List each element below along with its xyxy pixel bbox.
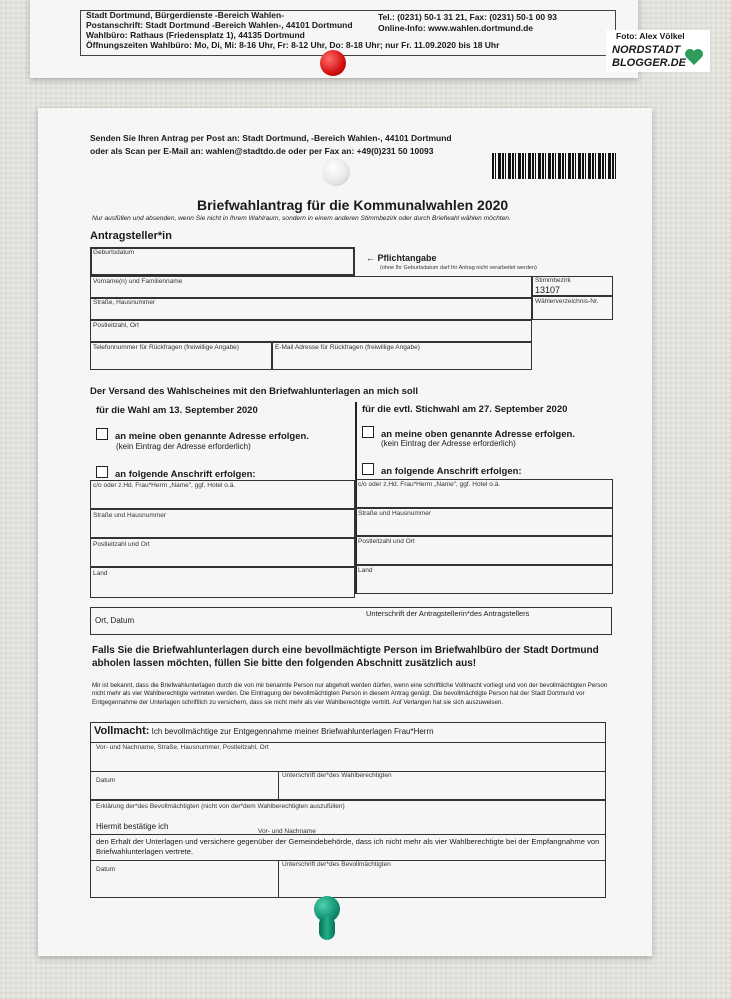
name-label: Vorname(n) und Familienname <box>93 278 183 285</box>
street-field[interactable] <box>90 298 532 320</box>
form-title: Briefwahlantrag für die Kommunalwahlen 2020 <box>197 197 509 213</box>
col2-country-field[interactable] <box>355 565 613 594</box>
birthdate-label: Geburtsdatum <box>93 249 135 256</box>
proxy-name-addr-label: Vor- und Nachname, Straße, Hausnummer, Postleitzahl, Ort <box>96 744 269 751</box>
col1-other-address-label: an folgende Anschrift erfolgen: <box>115 469 256 480</box>
confirm-text2: den Erhalt der Unterlagen und versichere gegenüber der Gemeindebehörde, dass ich nicht mehr als vier Wahlberechtigte bei der Empfangnahme von Briefwahlunterlagen vertrete. <box>96 837 600 856</box>
col1-own-note: (kein Eintrag der Adresse erforderlich) <box>116 442 251 451</box>
col1-heading: für die Wahl am 13. September 2020 <box>96 405 258 416</box>
district-label: Stimmbezirk <box>535 277 571 284</box>
vollmacht-rule1 <box>90 742 606 743</box>
col2-heading: für die evtl. Stichwahl am 27. September 2020 <box>362 404 568 415</box>
col2-other-address-option[interactable] <box>362 463 522 477</box>
declaration-label: Erklärung der*des Bevollmächtigten (nicht von der*dem Wahlberechtigten auszufüllen) <box>96 803 345 810</box>
red-pin-icon <box>320 50 346 76</box>
col2-country-label: Land <box>358 567 373 574</box>
col1-street-label: Straße und Hausnummer <box>93 512 166 519</box>
col2-own-note: (kein Eintrag der Adresse erforderlich) <box>381 439 516 448</box>
vollmacht-date-label: Datum <box>96 777 116 784</box>
col1-zip-label: Postleitzahl und Ort <box>93 541 150 548</box>
logo-line1: NORDSTADT <box>612 44 681 56</box>
col2-other-address-checkbox[interactable] <box>362 463 374 475</box>
col1-own-address-option[interactable] <box>96 428 309 442</box>
vollmacht-line <box>94 725 434 737</box>
col1-country-field[interactable] <box>90 567 355 598</box>
white-pin-icon <box>322 158 350 186</box>
proxy-text: Mir ist bekannt, dass die Briefwahlunterlagen durch die von mir benannte Person nur abgeholt werden dürfen, wenn eine schriftliche Vollmacht vorliegt und von der bevollmächtigten Person nicht mehr als vier Wahlberechtigte vertreten werden. Die Eintragung der bevollmächtigten Person in diesem Antrag genügt. Die bevollmächtigte Person hat der Stadt Dortmund vor Entgegennahme der Unterlagen schriftlich zu versichern, dass sie nicht mehr als vier Wahlberechtigte vertritt. Auf Verlangen hat sie sich auszuweisen. <box>92 682 608 706</box>
green-pin-icon <box>312 896 342 942</box>
top-line3-left: Wahlbüro: Rathaus (Friedensplatz 1), 44135 Dortmund <box>86 30 305 40</box>
top-line1-right: Tel.: (0231) 50-1 31 21, Fax: (0231) 50-1 00 93 <box>378 12 557 22</box>
proxy-signature-label: Unterschrift der*des Bevollmächtigten <box>282 861 391 868</box>
first-last-label: Vor- und Nachname <box>258 828 316 835</box>
send-line1: Senden Sie Ihren Antrag per Post an: Stadt Dortmund, -Bereich Wahlen-, 44101 Dortmund <box>90 133 452 143</box>
form-subtitle: Nur ausfüllen und absenden, wenn Sie nicht in Ihrem Wahlraum, sondern in einem anderen Stimmbezirk oder durch Briefwahl wählen möchten. <box>92 215 511 222</box>
photo-credit <box>606 30 710 72</box>
barcode <box>492 153 618 179</box>
col1-other-address-checkbox[interactable] <box>96 466 108 478</box>
col2-zip-label: Postleitzahl und Ort <box>358 538 415 545</box>
applicant-heading: Antragsteller*in <box>90 230 172 242</box>
proxy-heading: Falls Sie die Briefwahlunterlagen durch eine bevollmächtigte Person im Briefwahlbüro der Stadt Dortmund abholen lassen möchten, füllen Sie bitte den folgenden Abschnitt zusätzlich aus! <box>92 645 599 669</box>
zip-city-label: Postleitzahl, Ort <box>93 322 139 329</box>
top-line2-right: Online-Info: www.wahlen.dortmund.de <box>378 23 534 33</box>
district-value: 13107 <box>535 285 561 295</box>
mandatory-note: (ohne Ihr Geburtsdatum darf Ihr Antrag nicht verarbeitet werden) <box>380 265 537 271</box>
send-line2: oder als Scan per E-Mail an: wahlen@stadtdo.de oder per Fax an: +49(0)231 50 10093 <box>90 146 434 156</box>
vollmacht-text: Ich bevollmächtige zur Entgegennahme meiner Briefwahlunterlagen Frau*Herrn <box>151 727 434 736</box>
col1-own-address-label: an meine oben genannte Adresse erfolgen. <box>115 431 309 442</box>
col1-country-label: Land <box>93 570 108 577</box>
confirm-text: Hiermit bestätige ich <box>96 822 169 831</box>
phone-label: Telefonnummer für Rückfragen (freiwillige Angabe) <box>93 344 239 351</box>
top-line4: Öffnungszeiten Wahlbüro: Mo, Di, Mi: 8-16 Uhr, Fr: 8-12 Uhr, Do: 8-18 Uhr; nur Fr. 11.09.2020 bis 18 Uhr <box>86 40 500 50</box>
declaration-vdivider <box>278 860 279 898</box>
declaration-rule1 <box>90 834 606 835</box>
logo-heart-icon <box>684 47 704 67</box>
logo-line2: BLOGGER.DE <box>612 57 686 69</box>
col2-other-address-label: an folgende Anschrift erfolgen: <box>381 466 522 477</box>
vollmacht-label: Vollmacht: <box>94 725 150 737</box>
signature-label: Unterschrift der Antragstellerin*des Antragstellers <box>366 609 530 618</box>
zip-city-field[interactable] <box>90 320 532 342</box>
photo-credit-text: Foto: Alex Völkel <box>616 31 685 41</box>
place-date-signature-row[interactable] <box>90 607 612 635</box>
declaration-date-label: Datum <box>96 866 116 873</box>
voter-no-label: Wählerverzeichnis-Nr. <box>535 298 599 305</box>
voter-signature-label: Unterschrift der*des Wahlberechtigten <box>282 772 392 779</box>
shipping-heading: Der Versand des Wahlscheines mit den Briefwahlunterlagen an mich soll <box>90 386 419 397</box>
col1-careof-label: c/o oder z.Hd. Frau*Herrn „Name", ggf. Hotel o.ä. <box>93 482 236 489</box>
col2-street-label: Straße und Hausnummer <box>358 510 431 517</box>
street-label: Straße, Hausnummer <box>93 299 156 306</box>
col2-own-address-option[interactable] <box>362 426 575 440</box>
mandatory-label: ← Pflichtangabe <box>366 253 437 263</box>
col1-other-address-option[interactable] <box>96 466 256 480</box>
vollmacht-vdivider <box>278 771 279 800</box>
col2-careof-label: c/o oder z.Hd. Frau*Herrn „Name", ggf. Hotel o.ä. <box>358 481 501 488</box>
col2-own-address-label: an meine oben genannte Adresse erfolgen. <box>381 429 575 440</box>
place-date-label: Ort, Datum <box>95 616 135 625</box>
top-line1-left: Stadt Dortmund, Bürgerdienste -Bereich Wahlen- <box>86 10 285 20</box>
email-label: E-Mail Adresse für Rückfragen (freiwillige Angabe) <box>275 344 420 351</box>
col2-own-address-checkbox[interactable] <box>362 426 374 438</box>
top-line2-left: Postanschrift: Stadt Dortmund -Bereich Wahlen-, 44101 Dortmund <box>86 20 353 30</box>
col1-own-address-checkbox[interactable] <box>96 428 108 440</box>
